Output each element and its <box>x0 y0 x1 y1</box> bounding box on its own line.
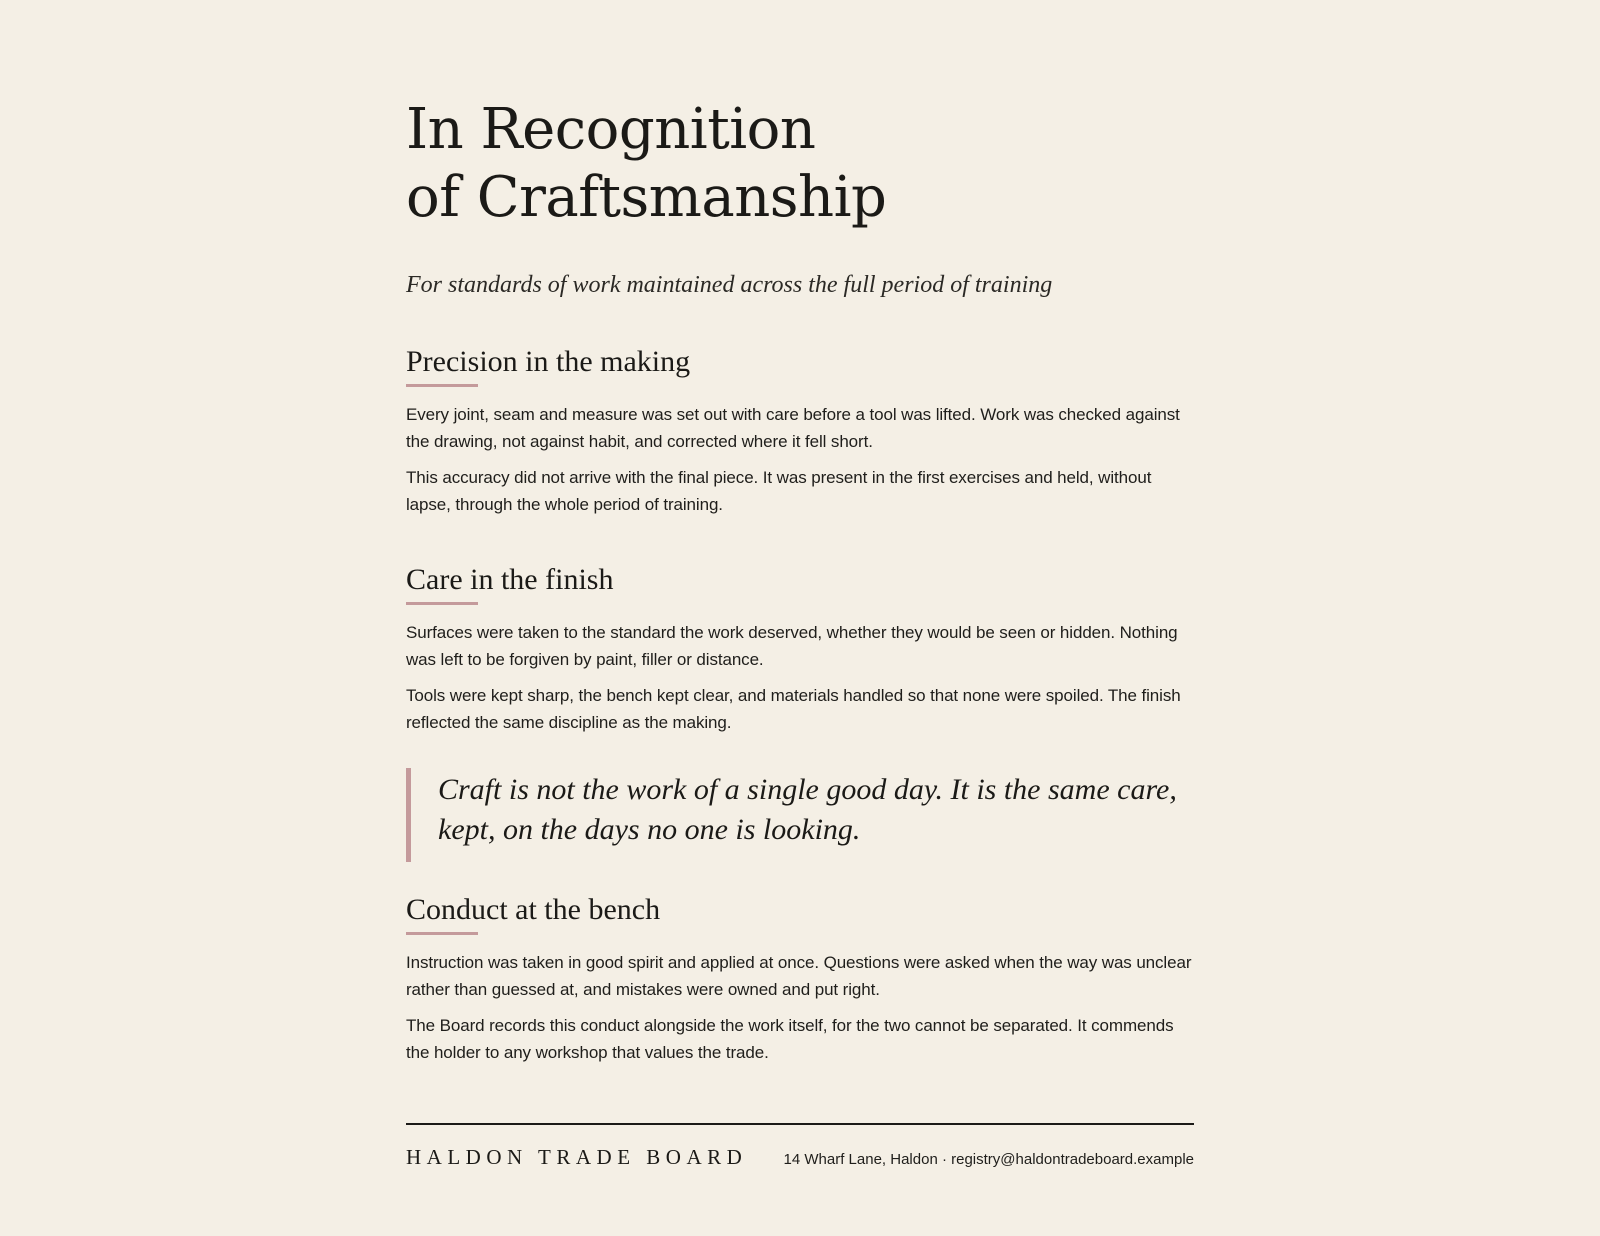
organization-name: HALDON TRADE BOARD <box>406 1145 748 1169</box>
heading-accent-rule <box>406 602 478 605</box>
section-paragraph: Tools were kept sharp, the bench kept clear, and materials handled so that none were spoiled. The finish reflected the same discipline as the making. <box>406 686 1181 732</box>
heading-accent-rule <box>406 384 478 387</box>
page-title <box>406 96 1194 232</box>
section-heading: Precision in the making <box>406 345 691 378</box>
section-precision <box>406 344 1194 518</box>
section-paragraph: Surfaces were taken to the standard the work deserved, whether they would be seen or hidden. Nothing was left to be forgiven by paint, filler or distance. <box>406 623 1178 669</box>
section-heading: Conduct at the bench <box>406 893 661 926</box>
certificate-content <box>406 96 1194 1075</box>
section-paragraph: Instruction was taken in good spirit and applied at once. Questions were asked when the way was unclear rather than guessed at, and mistakes were owned and put right. <box>406 953 1192 999</box>
contact-details: 14 Wharf Lane, Haldon · registry@haldontradeboard.example <box>783 1151 1194 1168</box>
subtitle: For standards of work maintained across the full period of training <box>406 272 1053 298</box>
section-conduct <box>406 892 1194 1066</box>
section-finish <box>406 562 1194 736</box>
pull-quote <box>406 768 1178 862</box>
section-heading: Care in the finish <box>406 563 614 596</box>
pull-quote-text: Craft is not the work of a single good day. It is the same care, kept, on the days no one is looking. <box>438 773 1177 846</box>
title-line-1: In Recognition <box>406 97 816 162</box>
title-line-2: of Craftsmanship <box>406 165 887 230</box>
footer <box>406 1123 1194 1170</box>
section-paragraph: Every joint, seam and measure was set out with care before a tool was lifted. Work was checked against the drawing, not against habit, and corrected where it fell short. <box>406 405 1180 451</box>
section-paragraph: This accuracy did not arrive with the final piece. It was present in the first exercises and held, without lapse, through the whole period of training. <box>406 468 1152 514</box>
section-paragraph: The Board records this conduct alongside the work itself, for the two cannot be separated. It commends the holder to any workshop that values the trade. <box>406 1016 1174 1062</box>
heading-accent-rule <box>406 932 478 935</box>
